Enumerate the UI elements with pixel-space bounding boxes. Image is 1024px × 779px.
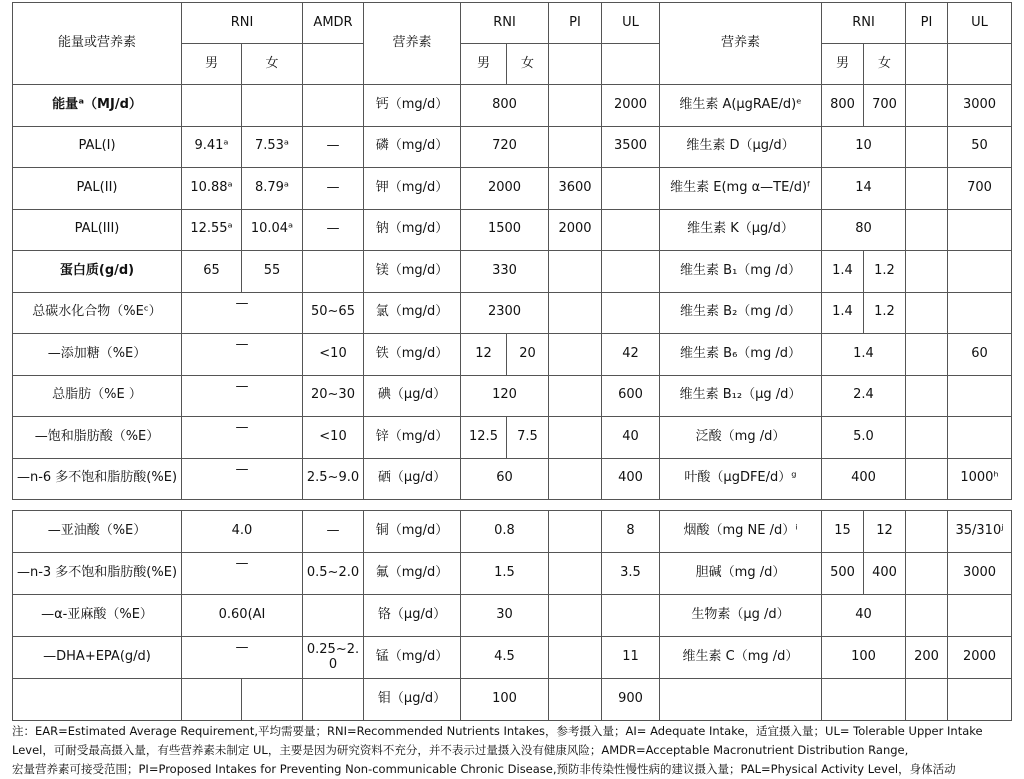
pal-label: PAL(III) (13, 209, 182, 251)
mineral-label: 氯（mg/d） (364, 292, 461, 334)
cell (303, 85, 364, 127)
vitamin-ul (948, 251, 1012, 293)
mineral-ul: 3500 (602, 126, 660, 168)
vitamin-ul: 3000 (948, 553, 1012, 595)
mineral-pi (549, 595, 602, 637)
cell (822, 679, 906, 721)
male-value: 12.55ᵃ (182, 209, 242, 251)
cell (242, 85, 303, 127)
mineral-ul: 42 (602, 334, 660, 376)
header-pi: PI (549, 3, 602, 44)
mineral-rni: 2300 (461, 292, 549, 334)
header-row-1 (13, 3, 1012, 44)
mineral-pi (549, 251, 602, 293)
vitamin-rni: 100 (822, 637, 906, 679)
rni-value: — (182, 375, 303, 417)
amdr-value: 20~30 (303, 375, 364, 417)
footnotes (12, 722, 1012, 776)
mineral-rni: 0.8 (461, 511, 549, 553)
vitamin-rni: 400 (822, 458, 906, 500)
amdr-value: 0.5~2.0 (303, 553, 364, 595)
macro-label: 总碳水化合物（%Eᶜ） (13, 292, 182, 334)
mineral-rni: 4.5 (461, 637, 549, 679)
vitamin-ul: 3000 (948, 85, 1012, 127)
female-value: 7.53ᵃ (242, 126, 303, 168)
amdr-value: — (303, 168, 364, 210)
vitamin-pi (906, 595, 948, 637)
vitamin-label: 维生素 D（μg/d） (660, 126, 822, 168)
mineral-label: 铜（mg/d） (364, 511, 461, 553)
table-row (13, 511, 1012, 553)
mineral-pi (549, 679, 602, 721)
mineral-ul: 900 (602, 679, 660, 721)
vitamin-label: 泛酸（mg /d） (660, 417, 822, 459)
vitamin-rni: 40 (822, 595, 906, 637)
header-female-2: 女 (507, 44, 549, 85)
mineral-label: 钙（mg/d） (364, 85, 461, 127)
vitamin-pi (906, 209, 948, 251)
nutrient-table-bottom (12, 510, 1012, 721)
mineral-pi (549, 417, 602, 459)
amdr-value: <10 (303, 334, 364, 376)
table-row (13, 553, 1012, 595)
vitamin-pi (906, 334, 948, 376)
mineral-label: 镁（mg/d） (364, 251, 461, 293)
amdr-value: 2.5~9.0 (303, 458, 364, 500)
female-value: 8.79ᵃ (242, 168, 303, 210)
pal-label: PAL(I) (13, 126, 182, 168)
vitamin-label: 维生素 B₁₂（μg /d） (660, 375, 822, 417)
table-row (13, 126, 1012, 168)
table-row (13, 334, 1012, 376)
mineral-pi (549, 637, 602, 679)
mineral-pi (549, 334, 602, 376)
vitamin-label: 维生素 E(mg α—TE/d)ᶠ (660, 168, 822, 210)
mineral-label: 钾（mg/d） (364, 168, 461, 210)
vitamin-label: 生物素（μg /d） (660, 595, 822, 637)
vitamin-rni: 1.4 (822, 334, 906, 376)
footnote-line: 宏量营养素可接受范围；PI=Proposed Intakes for Preventing Non-communicable Chronic Disease,预防非传染性慢性病的建议摄入量；PAL=Physical Activity Level，身体活动 (12, 762, 956, 776)
vitamin-male: 500 (822, 553, 864, 595)
header-female-3: 女 (864, 44, 906, 85)
vitamin-label: 维生素 B₁（mg /d） (660, 251, 822, 293)
vitamin-female: 700 (864, 85, 906, 127)
vitamin-pi (906, 458, 948, 500)
vitamin-pi (906, 126, 948, 168)
table-row (13, 679, 1012, 721)
vitamin-ul: 50 (948, 126, 1012, 168)
rni-value: — (182, 417, 303, 459)
mineral-label: 硒（μg/d） (364, 458, 461, 500)
footnote-line: 注：EAR=Estimated Average Requirement,平均需要量；RNI=Recommended Nutrients Intakes，参考摄入量；AI= Adequate Intake，适宜摄入量；UL= Tolerable Upper Intake (12, 724, 983, 738)
mineral-pi: 2000 (549, 209, 602, 251)
protein-label: 蛋白质(g/d) (13, 251, 182, 293)
vitamin-label: 维生素 B₂（mg /d） (660, 292, 822, 334)
vitamin-ul (948, 292, 1012, 334)
header-nutrient: 营养素 (364, 3, 461, 85)
table-row (13, 168, 1012, 210)
vitamin-ul: 1000ʰ (948, 458, 1012, 500)
mineral-ul (602, 168, 660, 210)
vitamin-rni: 5.0 (822, 417, 906, 459)
cell (948, 679, 1012, 721)
vitamin-pi: 200 (906, 637, 948, 679)
mineral-ul: 11 (602, 637, 660, 679)
header-female: 女 (242, 44, 303, 85)
table-row (13, 458, 1012, 500)
mineral-male: 12 (461, 334, 507, 376)
mineral-ul (602, 292, 660, 334)
mineral-pi (549, 292, 602, 334)
mineral-pi (549, 85, 602, 127)
mineral-ul: 400 (602, 458, 660, 500)
rni-value: — (182, 292, 303, 334)
vitamin-female: 1.2 (864, 251, 906, 293)
mineral-pi (549, 553, 602, 595)
vitamin-label: 胆碱（mg /d） (660, 553, 822, 595)
rni-value: — (182, 334, 303, 376)
vitamin-female: 12 (864, 511, 906, 553)
vitamin-pi (906, 251, 948, 293)
vitamin-ul: 700 (948, 168, 1012, 210)
header-ul-3: UL (948, 3, 1012, 44)
vitamin-ul (948, 417, 1012, 459)
table-row (13, 417, 1012, 459)
mineral-male: 12.5 (461, 417, 507, 459)
pal-label: PAL(II) (13, 168, 182, 210)
rni-value: — (182, 637, 303, 679)
table-row (13, 375, 1012, 417)
vitamin-label: 维生素 B₆（mg /d） (660, 334, 822, 376)
vitamin-rni: 10 (822, 126, 906, 168)
male-value: 9.41ᵃ (182, 126, 242, 168)
table-row (13, 209, 1012, 251)
vitamin-label: 烟酸（mg NE /d）ⁱ (660, 511, 822, 553)
macro-label: —DHA+EPA(g/d) (13, 637, 182, 679)
rni-value: 0.60(AI (182, 595, 303, 637)
vitamin-male: 1.4 (822, 251, 864, 293)
amdr-value (303, 251, 364, 293)
vitamin-pi (906, 168, 948, 210)
header-male: 男 (182, 44, 242, 85)
amdr-value: 0.25~2.0 (303, 637, 364, 679)
footnote-line: Level，可耐受最高摄入量，有些营养素未制定 UL，主要是因为研究资料不充分，并不表示过量摄入没有健康风险；AMDR=Acceptable Macronutrient Distribution Range, (12, 743, 909, 757)
cell (182, 85, 242, 127)
header-empty-3 (602, 44, 660, 85)
header-rni: RNI (182, 3, 303, 44)
mineral-rni: 2000 (461, 168, 549, 210)
mineral-label: 铬（μg/d） (364, 595, 461, 637)
vitamin-label: 维生素 C（mg /d） (660, 637, 822, 679)
mineral-ul: 2000 (602, 85, 660, 127)
mineral-ul (602, 595, 660, 637)
header-empty-5 (948, 44, 1012, 85)
cell (182, 679, 242, 721)
header-empty-2 (549, 44, 602, 85)
header-amdr: AMDR (303, 3, 364, 44)
mineral-female: 20 (507, 334, 549, 376)
mineral-rni: 1500 (461, 209, 549, 251)
macro-label: —n-3 多不饱和脂肪酸(%E) (13, 553, 182, 595)
vitamin-pi (906, 417, 948, 459)
vitamin-ul (948, 595, 1012, 637)
amdr-value: — (303, 126, 364, 168)
header-male-3: 男 (822, 44, 864, 85)
amdr-value (303, 595, 364, 637)
vitamin-ul: 35/310ʲ (948, 511, 1012, 553)
table-row (13, 85, 1012, 127)
header-male-2: 男 (461, 44, 507, 85)
mineral-rni: 1.5 (461, 553, 549, 595)
male-value: 65 (182, 251, 242, 293)
amdr-value: 50~65 (303, 292, 364, 334)
header-pi-3: PI (906, 3, 948, 44)
table-row (13, 292, 1012, 334)
vitamin-male: 800 (822, 85, 864, 127)
vitamin-male: 15 (822, 511, 864, 553)
mineral-rni: 720 (461, 126, 549, 168)
vitamin-pi (906, 511, 948, 553)
vitamin-label: 维生素 A(μgRAE/d)ᵉ (660, 85, 822, 127)
rni-value: 4.0 (182, 511, 303, 553)
vitamin-pi (906, 85, 948, 127)
macro-label: —n-6 多不饱和脂肪酸(%E) (13, 458, 182, 500)
energy-label: 能量ᵃ（MJ/d） (13, 85, 182, 127)
cell (303, 679, 364, 721)
mineral-label: 钼（μg/d） (364, 679, 461, 721)
header-rni-3: RNI (822, 3, 906, 44)
mineral-rni: 330 (461, 251, 549, 293)
cell (660, 679, 822, 721)
vitamin-ul: 2000 (948, 637, 1012, 679)
header-empty (303, 44, 364, 85)
vitamin-female: 400 (864, 553, 906, 595)
mineral-rni: 120 (461, 375, 549, 417)
vitamin-rni: 14 (822, 168, 906, 210)
mineral-rni: 800 (461, 85, 549, 127)
mineral-ul: 8 (602, 511, 660, 553)
mineral-pi (549, 511, 602, 553)
amdr-value: — (303, 209, 364, 251)
header-energy: 能量或营养素 (13, 3, 182, 85)
mineral-label: 铁（mg/d） (364, 334, 461, 376)
amdr-value: — (303, 511, 364, 553)
female-value: 10.04ᵃ (242, 209, 303, 251)
table-row (13, 595, 1012, 637)
rni-value: — (182, 458, 303, 500)
mineral-rni: 60 (461, 458, 549, 500)
mineral-pi (549, 375, 602, 417)
table-row (13, 637, 1012, 679)
table-row (13, 251, 1012, 293)
mineral-ul (602, 251, 660, 293)
mineral-rni: 30 (461, 595, 549, 637)
cell (13, 679, 182, 721)
vitamin-rni: 2.4 (822, 375, 906, 417)
mineral-pi: 3600 (549, 168, 602, 210)
mineral-ul: 3.5 (602, 553, 660, 595)
vitamin-ul (948, 209, 1012, 251)
mineral-label: 钠（mg/d） (364, 209, 461, 251)
header-nutrient-3: 营养素 (660, 3, 822, 85)
mineral-ul: 600 (602, 375, 660, 417)
macro-label: —亚油酸（%E） (13, 511, 182, 553)
vitamin-ul (948, 375, 1012, 417)
nutrient-table-top (12, 2, 1012, 500)
mineral-pi (549, 126, 602, 168)
header-ul: UL (602, 3, 660, 44)
vitamin-pi (906, 553, 948, 595)
mineral-pi (549, 458, 602, 500)
macro-label: —α-亚麻酸（%E） (13, 595, 182, 637)
mineral-rni: 100 (461, 679, 549, 721)
mineral-ul: 40 (602, 417, 660, 459)
vitamin-pi (906, 375, 948, 417)
vitamin-male: 1.4 (822, 292, 864, 334)
macro-label: 总脂肪（%E ） (13, 375, 182, 417)
vitamin-pi (906, 292, 948, 334)
mineral-label: 碘（μg/d） (364, 375, 461, 417)
vitamin-label: 叶酸（μgDFE/d）ᵍ (660, 458, 822, 500)
vitamin-female: 1.2 (864, 292, 906, 334)
mineral-label: 锌（mg/d） (364, 417, 461, 459)
mineral-label: 锰（mg/d） (364, 637, 461, 679)
vitamin-ul: 60 (948, 334, 1012, 376)
cell (906, 679, 948, 721)
mineral-ul (602, 209, 660, 251)
vitamin-rni: 80 (822, 209, 906, 251)
mineral-female: 7.5 (507, 417, 549, 459)
female-value: 55 (242, 251, 303, 293)
amdr-value: <10 (303, 417, 364, 459)
vitamin-label: 维生素 K（μg/d） (660, 209, 822, 251)
header-empty-4 (906, 44, 948, 85)
mineral-label: 氟（mg/d） (364, 553, 461, 595)
rni-value: — (182, 553, 303, 595)
male-value: 10.88ᵃ (182, 168, 242, 210)
macro-label: —饱和脂肪酸（%E） (13, 417, 182, 459)
cell (242, 679, 303, 721)
header-rni-2: RNI (461, 3, 549, 44)
macro-label: —添加糖（%E） (13, 334, 182, 376)
mineral-label: 磷（mg/d） (364, 126, 461, 168)
